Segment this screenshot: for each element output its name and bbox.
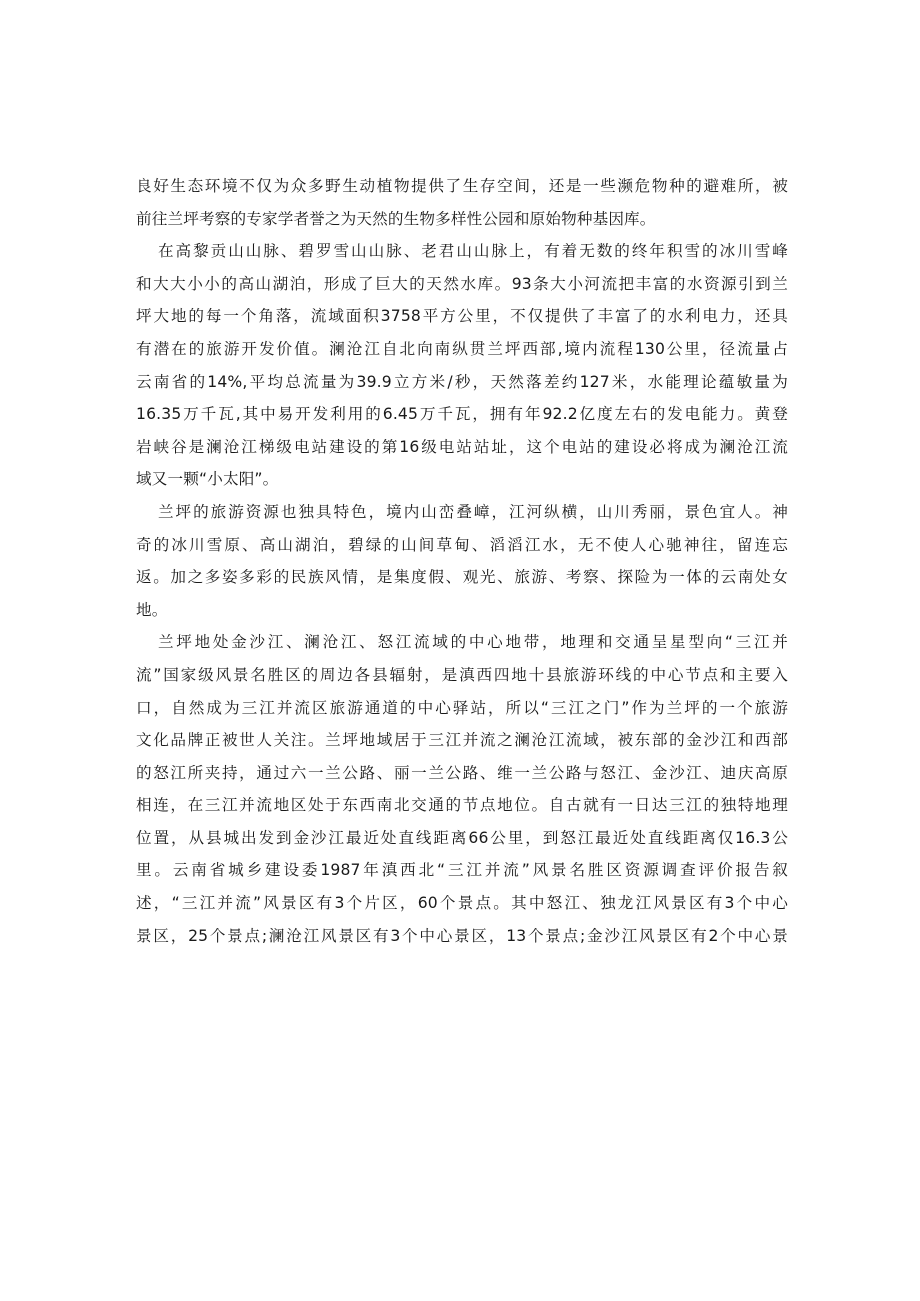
text-line: 返。加之多姿多彩的民族风情，是集度假、观光、旅游、考察、探险为一体的云南处女 — [136, 568, 788, 587]
text-line: 和大大小小的高山湖泊，形成了巨大的天然水库。93条大小河流把丰富的水资源引到兰 — [136, 274, 788, 293]
text-line: 岩峡谷是澜沧江梯级电站建设的第16级电站站址，这个电站的建设必将成为澜沧江流 — [136, 437, 788, 456]
text-line: 的怒江所夹持，通过六一兰公路、丽一兰公路、维一兰公路与怒江、金沙江、迪庆高原 — [136, 763, 788, 782]
text-line: 有潜在的旅游开发价值。澜沧江自北向南纵贯兰坪西部,境内流程130公里，径流量占 — [136, 339, 788, 358]
paragraph-3 — [136, 496, 788, 626]
text-line: 流”国家级风景名胜区的周边各县辐射，是滇西四地十县旅游环线的中心节点和主要入 — [136, 665, 788, 684]
text-line: 口，自然成为三江并流区旅游通道的中心驿站，所以“三江之门”作为兰坪的一个旅游 — [136, 698, 788, 717]
text-line: 兰坪地处金沙江、澜沧江、怒江流域的中心地带，地理和交通呈星型向“三江并 — [158, 633, 788, 652]
text-line: 云南省的14%,平均总流量为39.9立方米/秒，天然落差约127米，水能理论蕴敏量为 — [136, 372, 788, 391]
text-line: 文化品牌正被世人关注。兰坪地域居于三江并流之澜沧江流域，被东部的金沙江和西部 — [136, 731, 788, 750]
text-line: 位置，从县城出发到金沙江最近处直线距离66公里，到怒江最近处直线距离仅16.3公 — [136, 828, 788, 847]
text-line: 里。云南省城乡建设委1987年滇西北“三江并流”风景名胜区资源调查评价报告叙 — [136, 861, 788, 880]
text-line: 良好生态环境不仅为众多野生动植物提供了生存空间，还是一些濒危物种的避难所，被 — [136, 177, 788, 195]
paragraph-1 — [136, 170, 788, 235]
paragraph-2 — [136, 235, 788, 496]
text-line: 坪大地的每一个角落，流域面积3758平方公里，不仅提供了丰富了的水利电力，还具 — [136, 307, 788, 326]
text-line: 奇的冰川雪原、高山湖泊，碧绿的山间草甸、滔滔江水，无不使人心驰神往，留连忘 — [136, 535, 788, 554]
text-line: 相连，在三江并流地区处于东西南北交通的节点地位。自古就有一日达三江的独特地理 — [136, 796, 788, 815]
text-line: 景区，25个景点;澜沧江风景区有3个中心景区，13个景点;金沙江风景区有2个中心景 — [136, 926, 788, 945]
text-line: 前往兰坪考察的专家学者誉之为天然的生物多样性公园和原始物种基因库。 — [136, 209, 656, 228]
text-line: 在高黎贡山山脉、碧罗雪山山脉、老君山山脉上，有着无数的终年积雪的冰川雪峰 — [158, 242, 788, 261]
text-line: 兰坪的旅游资源也独具特色，境内山峦叠嶂，江河纵横，山川秀丽，景色宜人。神 — [158, 502, 788, 521]
text-line: 域又一颗“小太阳”。 — [136, 470, 279, 489]
paragraph-4 — [136, 626, 788, 952]
text-line: 地。 — [136, 600, 168, 619]
text-line: 16.35万千瓦,其中易开发利用的6.45万千瓦，拥有年92.2亿度左右的发电能力。黄登 — [136, 405, 788, 424]
text-line: 述，“三江并流”风景区有3个片区，60个景点。其中怒江、独龙江风景区有3个中心 — [136, 894, 788, 913]
body-text — [136, 170, 788, 952]
